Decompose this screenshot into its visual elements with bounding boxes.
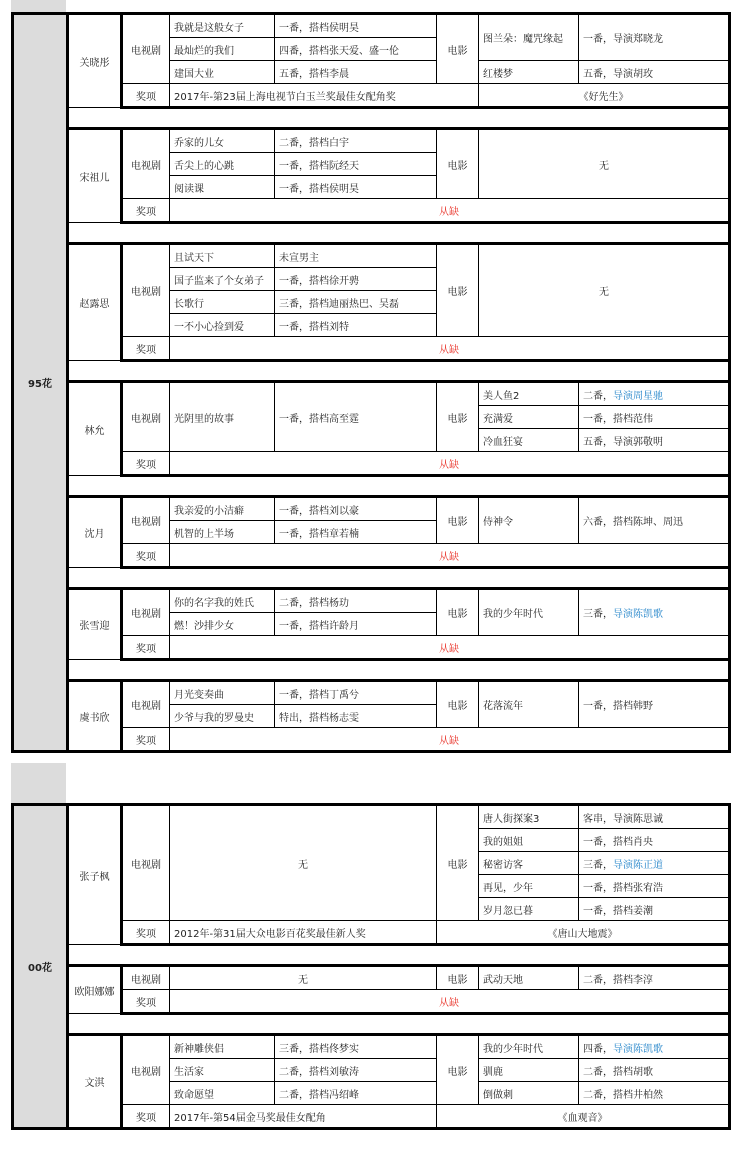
tv-label: 电视剧: [122, 805, 170, 921]
film-title: 花落流年: [479, 681, 579, 728]
award-work: 《血观音》: [437, 1105, 730, 1129]
film-title: 我的少年时代: [479, 589, 579, 636]
film-title: 倒做刺: [479, 1082, 579, 1105]
person-name: 沈月: [68, 497, 122, 568]
tv-label: 电视剧: [122, 589, 170, 636]
tv-role: 四番，搭档张天爱、盛一伦: [275, 38, 437, 61]
group-label: 00花: [13, 805, 68, 1129]
film-title: 再见，少年: [479, 875, 579, 898]
award-label: 奖项: [122, 921, 170, 945]
group-label: 95花: [13, 14, 68, 752]
award-label: 奖项: [122, 728, 170, 752]
table-row: [13, 14, 730, 38]
tv-none: 无: [170, 805, 437, 921]
film-title: 唐人街探案3: [479, 805, 579, 829]
director-highlight: 导演陈凯歌: [613, 1043, 663, 1055]
film-label: 电影: [437, 244, 479, 337]
person-name: 赵露思: [68, 244, 122, 361]
film-label: 电影: [437, 382, 479, 452]
film-role: 二番，搭档胡歌: [579, 1059, 730, 1082]
tv-role: 三番，搭档迪丽热巴、吴磊: [275, 291, 437, 314]
tv-title: 机智的上半场: [170, 521, 275, 544]
tv-role: 二番，搭档刘敏涛: [275, 1059, 437, 1082]
role-prefix: 二番，: [583, 390, 613, 402]
tv-role: 一番，搭档阮经天: [275, 153, 437, 176]
award-label: 奖项: [122, 199, 170, 223]
film-title: 岁月忽已暮: [479, 898, 579, 921]
award-absent: 从缺: [170, 636, 730, 660]
film-role: [579, 382, 730, 406]
film-label: 电影: [437, 14, 479, 84]
award-absent: 从缺: [170, 990, 730, 1014]
award-absent: 从缺: [170, 337, 730, 361]
role-prefix: 三番，: [583, 859, 613, 871]
tv-title: 建国大业: [170, 61, 275, 84]
tv-role: 二番，搭档白宇: [275, 129, 437, 153]
film-title: 红楼梦: [479, 61, 579, 84]
tv-title: 新神雕侠侣: [170, 1035, 275, 1059]
role-prefix: 四番，: [583, 1043, 613, 1055]
table-row: [13, 382, 730, 406]
person-name: 虞书欣: [68, 681, 122, 752]
film-role: 二番，搭档李淳: [579, 966, 730, 990]
film-label: 电影: [437, 589, 479, 636]
film-title: 充满爱: [479, 406, 579, 429]
award-label: 奖项: [122, 636, 170, 660]
film-title: 冷血狂宴: [479, 429, 579, 452]
separator-row: [13, 223, 730, 244]
director-highlight: 导演周星驰: [613, 390, 663, 402]
tv-title: 长歌行: [170, 291, 275, 314]
tv-role: 二番，搭档杨玏: [275, 589, 437, 613]
film-label: 电影: [437, 805, 479, 921]
award-absent: 从缺: [170, 452, 730, 476]
film-title: 驯鹿: [479, 1059, 579, 1082]
separator-row: [13, 108, 730, 129]
tv-title: 最灿烂的我们: [170, 38, 275, 61]
film-title: 美人鱼2: [479, 382, 579, 406]
film-role: 一番，搭档张宥浩: [579, 875, 730, 898]
tv-role: 特出，搭档杨志雯: [275, 705, 437, 728]
tv-title: 光阴里的故事: [170, 382, 275, 452]
award-label: 奖项: [122, 337, 170, 361]
top-gutter: [11, 0, 66, 12]
award-work: 《唐山大地震》: [437, 921, 730, 945]
film-label: 电影: [437, 966, 479, 990]
group-table-00: [11, 803, 731, 1130]
tv-title: 生活家: [170, 1059, 275, 1082]
tv-label: 电视剧: [122, 244, 170, 337]
tv-role: 未宣男主: [275, 244, 437, 268]
table-row: [13, 966, 730, 990]
film-role: 一番，搭档肖央: [579, 829, 730, 852]
tv-title: 你的名字我的姓氏: [170, 589, 275, 613]
film-role: 五番，导演胡玫: [579, 61, 730, 84]
award-absent: 从缺: [170, 199, 730, 223]
film-role: 客串，导演陈思诚: [579, 805, 730, 829]
tv-title: 一不小心捡到爱: [170, 314, 275, 337]
film-role: 一番，搭档范伟: [579, 406, 730, 429]
table-row: [13, 805, 730, 829]
tv-title: 国子监来了个女弟子: [170, 268, 275, 291]
film-title: 我的少年时代: [479, 1035, 579, 1059]
tv-label: 电视剧: [122, 966, 170, 990]
film-none: 无: [479, 129, 730, 199]
award-absent: 从缺: [170, 544, 730, 568]
tv-label: 电视剧: [122, 14, 170, 84]
tv-role: 一番，搭档许龄月: [275, 613, 437, 636]
film-title: 秘密访客: [479, 852, 579, 875]
tv-role: 一番，搭档侯明昊: [275, 14, 437, 38]
film-label: 电影: [437, 497, 479, 544]
tv-title: 致命愿望: [170, 1082, 275, 1105]
tv-title: 燃！沙排少女: [170, 613, 275, 636]
tv-role: 一番，搭档侯明昊: [275, 176, 437, 199]
film-role: [579, 1035, 730, 1059]
film-role: 六番，搭档陈坤、周迅: [579, 497, 730, 544]
tv-label: 电视剧: [122, 497, 170, 544]
person-name: 张子枫: [68, 805, 122, 945]
table-row: [13, 497, 730, 521]
tv-role: 一番，搭档高至霆: [275, 382, 437, 452]
film-role: 五番，导演郭敬明: [579, 429, 730, 452]
film-title: 图兰朵：魔咒缘起: [479, 14, 579, 61]
award-text: 2017年-第54届金马奖最佳女配角: [170, 1105, 437, 1129]
table-row: [13, 244, 730, 268]
person-name: 林允: [68, 382, 122, 476]
tv-role: 五番，搭档李晨: [275, 61, 437, 84]
director-highlight: 导演陈正道: [613, 859, 663, 871]
tv-label: 电视剧: [122, 1035, 170, 1105]
separator-row: [13, 660, 730, 681]
film-role: [579, 852, 730, 875]
table-row: [13, 681, 730, 705]
tv-role: 三番，搭档佟梦实: [275, 1035, 437, 1059]
award-label: 奖项: [122, 990, 170, 1014]
table-row: [13, 129, 730, 153]
award-absent: 从缺: [170, 728, 730, 752]
tv-role: 一番，搭档刘以豪: [275, 497, 437, 521]
film-label: 电影: [437, 129, 479, 199]
award-label: 奖项: [122, 1105, 170, 1129]
separator-row: [13, 361, 730, 382]
film-role: 一番，搭档韩野: [579, 681, 730, 728]
film-role: 二番，搭档井柏然: [579, 1082, 730, 1105]
tv-none: 无: [170, 966, 437, 990]
film-title: 侍神令: [479, 497, 579, 544]
award-text: 2012年-第31届大众电影百花奖最佳新人奖: [170, 921, 437, 945]
separator-row: [13, 568, 730, 589]
table-row: [13, 589, 730, 613]
group-table-95: [11, 12, 731, 753]
tv-title: 我亲爱的小洁癖: [170, 497, 275, 521]
middle-gutter: [11, 763, 66, 803]
tv-role: 一番，搭档丁禹兮: [275, 681, 437, 705]
tv-title: 我就是这般女子: [170, 14, 275, 38]
film-role: 一番，导演郑晓龙: [579, 14, 730, 61]
film-label: 电影: [437, 681, 479, 728]
award-work: 《好先生》: [479, 84, 730, 108]
separator-row: [13, 476, 730, 497]
tv-label: 电视剧: [122, 129, 170, 199]
person-name: 关晓彤: [68, 14, 122, 108]
role-prefix: 三番，: [583, 609, 613, 620]
film-none: 无: [479, 244, 730, 337]
separator-row: [13, 1014, 730, 1035]
tv-title: 舌尖上的心跳: [170, 153, 275, 176]
tv-label: 电视剧: [122, 681, 170, 728]
film-title: 我的姐姐: [479, 829, 579, 852]
tv-role: 一番，搭档章若楠: [275, 521, 437, 544]
tv-role: 一番，搭档刘特: [275, 314, 437, 337]
film-role: 一番，搭档姜潮: [579, 898, 730, 921]
award-text: 2017年-第23届上海电视节白玉兰奖最佳女配角奖: [170, 84, 479, 108]
tv-role: 一番，搭档徐开骋: [275, 268, 437, 291]
film-role: [579, 589, 730, 636]
award-label: 奖项: [122, 452, 170, 476]
tv-title: 少爷与我的罗曼史: [170, 705, 275, 728]
separator-row: [13, 945, 730, 966]
award-label: 奖项: [122, 544, 170, 568]
tv-title: 阅读课: [170, 176, 275, 199]
tv-label: 电视剧: [122, 382, 170, 452]
person-name: 文淇: [68, 1035, 122, 1129]
tv-role: 二番，搭档冯绍峰: [275, 1082, 437, 1105]
tv-title: 月光变奏曲: [170, 681, 275, 705]
person-name: 欧阳娜娜: [68, 966, 122, 1014]
film-title: 武动天地: [479, 966, 579, 990]
person-name: 张雪迎: [68, 589, 122, 660]
tv-title: 且试天下: [170, 244, 275, 268]
table-row: [13, 1035, 730, 1059]
award-label: 奖项: [122, 84, 170, 108]
person-name: 宋祖儿: [68, 129, 122, 223]
director-highlight: 导演陈凯歌: [613, 609, 663, 620]
tv-title: 乔家的儿女: [170, 129, 275, 153]
film-label: 电影: [437, 1035, 479, 1105]
